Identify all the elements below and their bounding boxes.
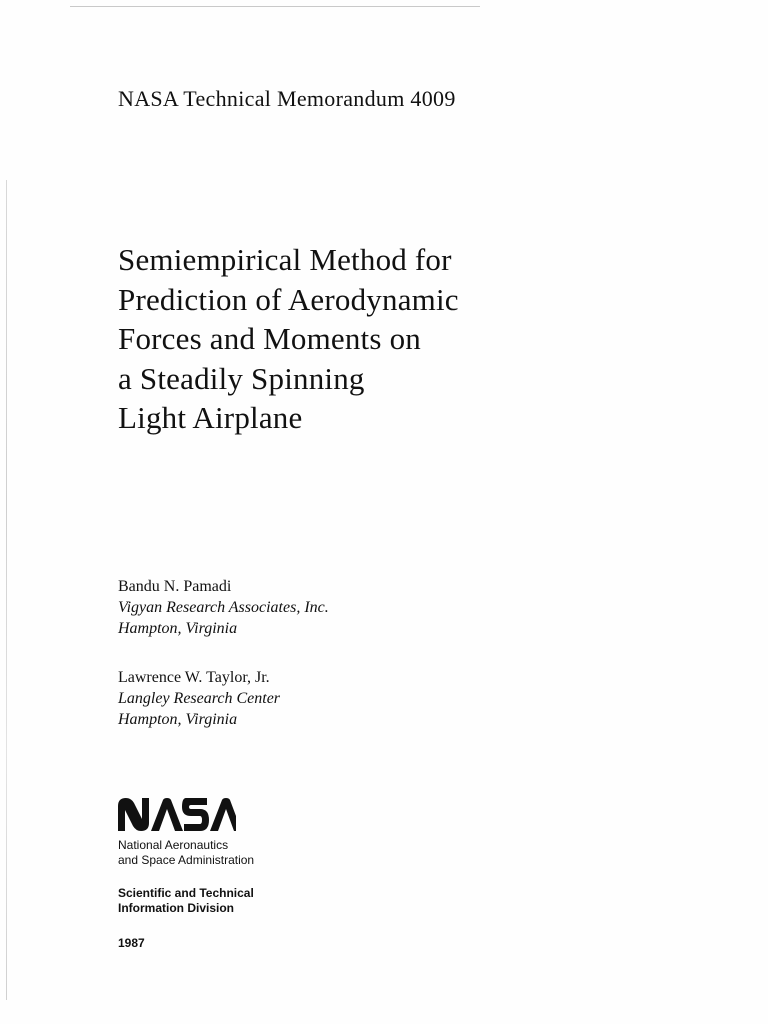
title-line: Forces and Moments on [118, 321, 421, 356]
scan-artifact-top-line [70, 6, 480, 7]
title-line: Semiempirical Method for [118, 242, 452, 277]
division-name [118, 886, 254, 916]
author-name: Lawrence W. Taylor, Jr. [118, 669, 270, 686]
division-line: Scientific and Technical [118, 886, 254, 900]
agency-line: National Aeronautics [118, 838, 229, 852]
title-line: a Steadily Spinning [118, 360, 365, 396]
scan-artifact-left-edge [6, 180, 7, 1000]
nasa-worm-logo-icon [118, 797, 236, 831]
report-title [118, 240, 459, 438]
agency-line: and Space Administration [118, 853, 255, 867]
author-name: Bandu N. Pamadi [118, 578, 232, 595]
division-line: Information Division [118, 901, 235, 915]
author-block [118, 576, 329, 639]
author-organization: Vigyan Research Associates, Inc. [118, 599, 329, 616]
title-line: Prediction of Aerodynamic [118, 281, 459, 317]
publication-year: 1987 [118, 936, 145, 950]
agency-name [118, 838, 254, 868]
title-line: Light Airplane [118, 400, 303, 435]
author-organization: Langley Research Center [118, 690, 281, 707]
report-series: NASA Technical Memorandum 4009 [118, 86, 456, 111]
author-location: Hampton, Virginia [118, 620, 238, 637]
author-location: Hampton, Virginia [118, 711, 238, 728]
author-block [118, 667, 280, 730]
